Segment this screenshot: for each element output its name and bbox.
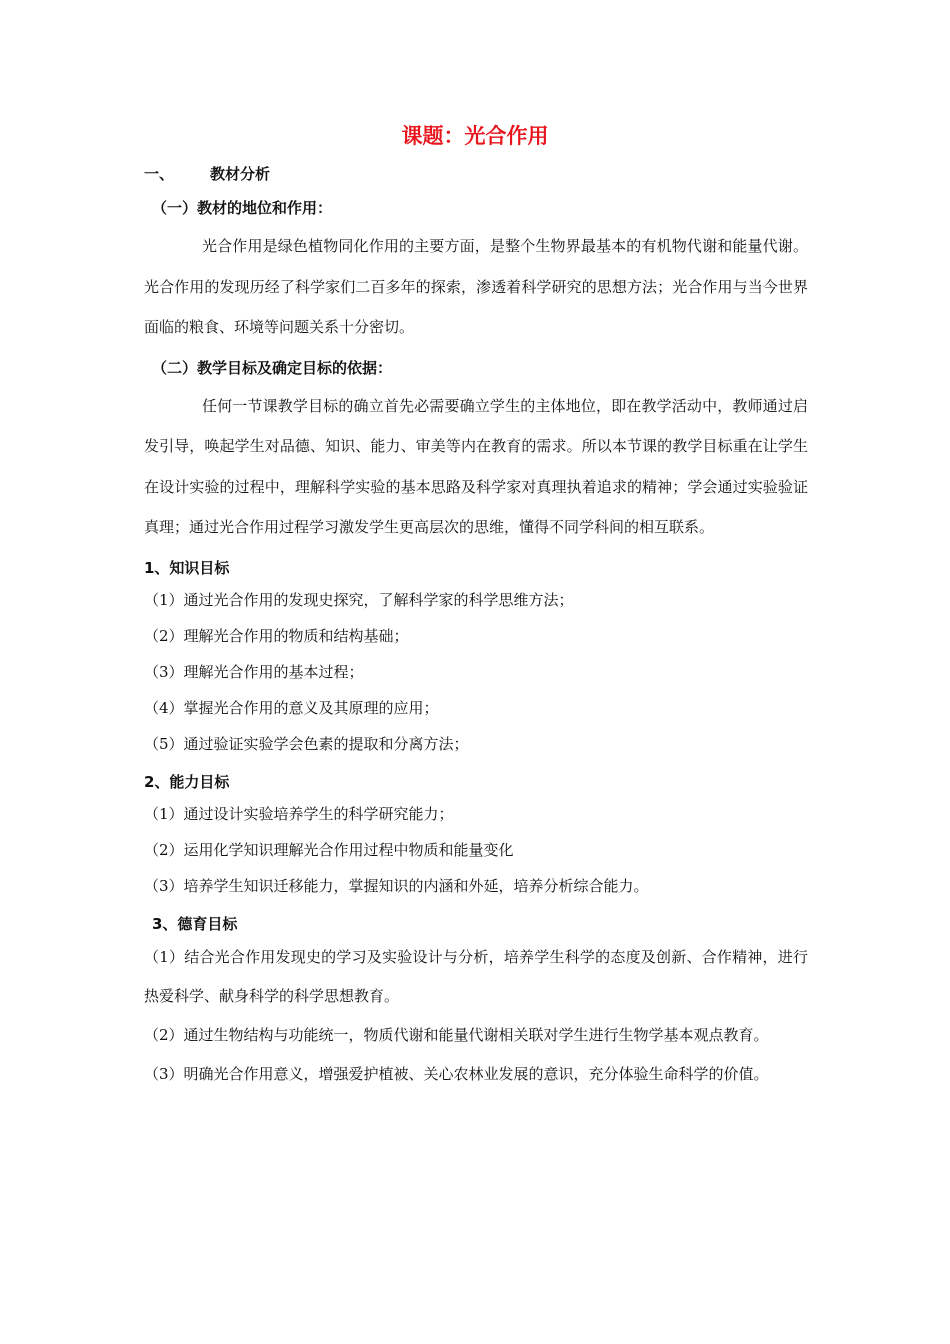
list-item: （2）运用化学知识理解光合作用过程中物质和能量变化 [144, 840, 514, 859]
list-item: （1）结合光合作用发现史的学习及实验设计与分析，培养学生科学的态度及创新、合作精神，进行热爱科学、献身科学的科学思想教育。 [144, 947, 808, 1005]
goal-heading-ability: 2、能力目标 [144, 772, 230, 791]
paragraph-goals: 任何一节课教学目标的确立首先必需要确立学生的主体地位，即在教学活动中，教师通过启发引导，唤起学生对品德、知识、能力、审美等内在教育的需求。所以本节课的教学目标重在让学生在设计实验的过程中，理解科学实验的基本思路及科学家对真理执着追求的精神；学会通过实验验证真理；通过光合作用过程学习激发学生更高层次的思维，懂得不同学科间的相互联系。 [144, 396, 808, 536]
list-item: （5）通过验证实验学会色素的提取和分离方法； [144, 734, 469, 753]
section-heading-teaching-material [144, 160, 808, 188]
section-title: 教材分析 [210, 165, 271, 183]
goal-heading-knowledge: 1、知识目标 [144, 558, 230, 577]
document-title: 课题：光合作用 [401, 124, 549, 148]
subsection-heading-role: （一）教材的地位和作用： [152, 199, 333, 217]
goal-heading-moral: 3、德育目标 [152, 914, 238, 933]
list-item: （2）理解光合作用的物质和结构基础； [144, 626, 409, 645]
section-number: 一、 [144, 165, 175, 183]
list-item: （3）培养学生知识迁移能力，掌握知识的内涵和外延，培养分析综合能力。 [144, 876, 649, 895]
subsection-heading-goals: （二）教学目标及确定目标的依据： [152, 358, 393, 377]
document-body [144, 160, 808, 1094]
list-item: （3）理解光合作用的基本过程； [144, 662, 364, 681]
list-item: （3）明确光合作用意义，增强爱护植被、关心农林业发展的意识，充分体验生命科学的价值。 [144, 1064, 769, 1083]
list-item: （1）通过光合作用的发现史探究，了解科学家的科学思维方法； [144, 590, 574, 609]
list-item: （1）通过设计实验培养学生的科学研究能力； [144, 804, 454, 823]
list-item: （4）掌握光合作用的意义及其原理的应用； [144, 698, 439, 717]
paragraph-role: 光合作用是绿色植物同化作用的主要方面，是整个生物界最基本的有机物代谢和能量代谢。光合作用的发现历经了科学家们二百多年的探索，渗透着科学研究的思想方法；光合作用与当今世界面临的粮食、环境等问题关系十分密切。 [144, 237, 808, 336]
list-item: （2）通过生物结构与功能统一，物质代谢和能量代谢相关联对学生进行生物学基本观点教育。 [144, 1025, 769, 1044]
